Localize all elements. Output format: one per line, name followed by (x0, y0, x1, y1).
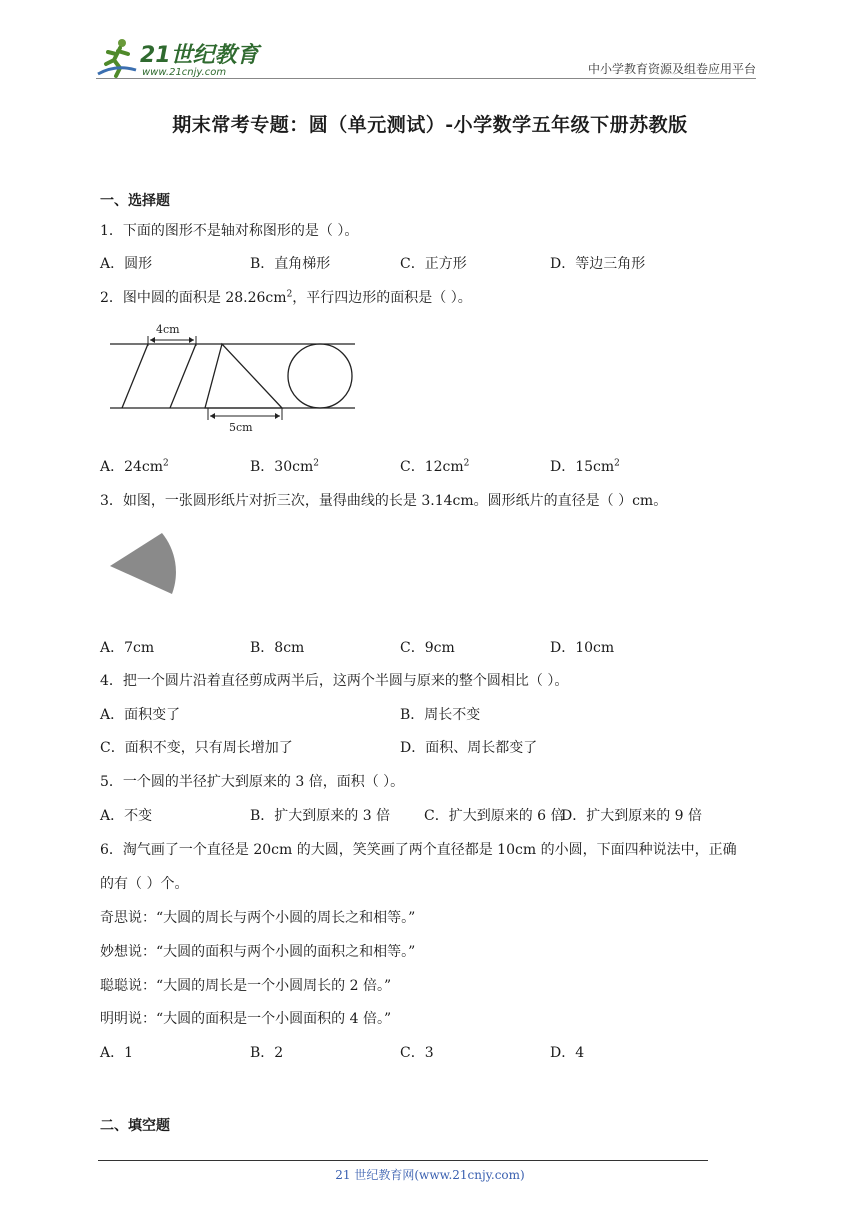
q6-option-d: D．4 (550, 1045, 585, 1061)
question-5: 5．一个圆的半径扩大到原来的 3 倍，面积（ ）。 (100, 774, 405, 790)
q6-option-b: B．2 (250, 1045, 284, 1061)
q3-option-a: A．7cm (100, 640, 155, 656)
q5-option-b: B．扩大到原来的 3 倍 (250, 808, 391, 824)
q3-sector-figure (106, 530, 186, 600)
runner-icon (98, 39, 136, 76)
footer-text: 21 世纪教育网(www.21cnjy.com) (335, 1168, 525, 1182)
q2-option-a: A．$24cm^2$ (100, 458, 169, 475)
question-4: 4．把一个圆片沿着直径剪成两半后，这两个半圆与原来的整个圆相比（ ）。 (100, 673, 569, 689)
q4-option-d: D．面积、周长都变了 (400, 740, 538, 756)
q6-option-a: A．1 (100, 1045, 134, 1061)
q2-option-b: B．$30cm^2$ (250, 458, 319, 475)
q2-figure (100, 318, 365, 438)
q3-option-c: C．9cm (400, 640, 455, 656)
q4-option-c: C．面积不变，只有周长增加了 (100, 740, 293, 756)
q1-option-a: A．圆形 (100, 256, 153, 272)
logo-text: 21世纪教育 (140, 43, 259, 68)
q1-option-c: C．正方形 (400, 256, 467, 272)
section-choice-heading: 一、选择题 (100, 193, 170, 209)
page-title: 期末常考专题：圆（单元测试）-小学数学五年级下册苏教版 (172, 114, 688, 136)
question-2 (100, 287, 472, 307)
q2-option-c: C．$12cm^2$ (400, 458, 470, 475)
q6-statement-1: 奇思说：“大圆的周长与两个小圆的周长之和相等。” (100, 910, 416, 926)
question-6-line-1: 6．淘气画了一个直径是 20cm 的大圆，笑笑画了两个直径都是 10cm 的小圆，下面四种说法中，正确 (100, 842, 737, 858)
q4-option-b: B．周长不变 (400, 707, 481, 723)
q5-option-d: D．扩大到原来的 9 倍 (561, 808, 703, 824)
question-3: 3．如图，一张圆形纸片对折三次，量得曲线的长是 3.14cm。圆形纸片的直径是（ ）cm。 (100, 493, 668, 509)
q1-option-b: B．直角梯形 (250, 256, 331, 272)
q3-option-b: B．8cm (250, 640, 305, 656)
q6-statement-4: 明明说：“大圆的面积是一个小圆面积的 4 倍。” (100, 1011, 392, 1027)
q6-option-c: C．3 (400, 1045, 434, 1061)
question-1: 1．下面的图形不是轴对称图形的是（ ）。 (100, 223, 359, 239)
q5-option-a: A．不变 (100, 808, 153, 824)
q6-statement-2: 妙想说：“大圆的面积与两个小圆的面积之和相等。” (100, 944, 416, 960)
site-logo (96, 34, 266, 80)
q2-text-b: ，平行四边形的面积是（ ）。 (292, 290, 472, 306)
q3-option-d: D．10cm (550, 640, 615, 656)
header-divider (96, 78, 756, 79)
logo-url: www.21cnjy.com (142, 67, 227, 78)
q2-label-5cm: 5cm (229, 421, 253, 434)
q2-label-4cm: 4cm (156, 323, 180, 336)
q4-option-a: A．面积变了 (100, 707, 181, 723)
q2-option-d: D．$15cm^2$ (550, 458, 620, 475)
q2-text-sup: 2 (286, 289, 293, 300)
header-platform-text: 中小学教育资源及组卷应用平台 (587, 62, 756, 76)
question-6-line-2: 的有（ ）个。 (100, 876, 189, 892)
q2-text-a: 2．图中圆的面积是 28.26cm (100, 290, 287, 306)
q1-option-d: D．等边三角形 (550, 256, 646, 272)
q6-statement-3: 聪聪说：“大圆的周长是一个小圆周长的 2 倍。” (100, 978, 392, 994)
footer-divider (98, 1160, 708, 1161)
section-fill-heading: 二、填空题 (100, 1118, 170, 1134)
q5-option-c: C．扩大到原来的 6 倍 (424, 808, 565, 824)
